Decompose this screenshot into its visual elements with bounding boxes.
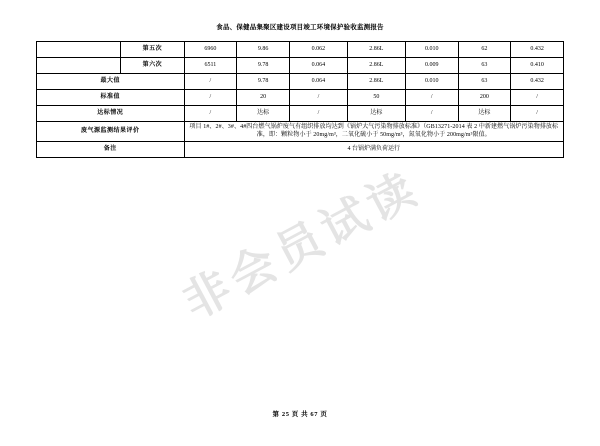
row-value: 0.010 [405, 74, 458, 90]
row-label: 标准值 [37, 90, 185, 106]
row-value: 0.064 [289, 74, 347, 90]
table-row [37, 106, 564, 122]
row-value: 200 [458, 90, 511, 106]
table-row [37, 42, 564, 58]
monitoring-results-table [36, 41, 564, 158]
row-value: / [405, 106, 458, 122]
row-label: 最大值 [37, 74, 185, 90]
row-value: 9.78 [237, 58, 290, 74]
row-value: 63 [458, 74, 511, 90]
row-value: 达标 [458, 106, 511, 122]
row-label: 第五次 [121, 42, 184, 58]
document-page [0, 22, 600, 446]
row-value: 0.410 [511, 58, 564, 74]
page-title: 食品、保健品集聚区建设项目竣工环境保护验收监测报告 [216, 24, 384, 31]
row-value: 50 [347, 90, 405, 106]
row-value: 6511 [184, 58, 237, 74]
row-value: / [511, 106, 564, 122]
row-value: 2.86L [347, 74, 405, 90]
remark-label: 备注 [37, 142, 185, 158]
row-value: 9.78 [237, 74, 290, 90]
row-value: 0.062 [289, 42, 347, 58]
table-row [37, 58, 564, 74]
row-value: 0.010 [405, 42, 458, 58]
row-spacer-cell [37, 42, 121, 58]
row-value: / [289, 90, 347, 106]
row-value: 2.86L [347, 42, 405, 58]
row-value: / [184, 90, 237, 106]
row-value: / [184, 74, 237, 90]
row-value: 2.86L [347, 58, 405, 74]
row-value: 0.064 [289, 58, 347, 74]
evaluation-label: 废气源监测结果评价 [37, 122, 185, 142]
row-value: 0.009 [405, 58, 458, 74]
row-value: 达标 [237, 106, 290, 122]
row-value: 达标 [347, 106, 405, 122]
page-footer: 第 25 页 共 67 页 [272, 411, 328, 418]
row-value: 0.432 [511, 74, 564, 90]
table-row-evaluation [37, 122, 564, 142]
row-value: / [184, 106, 237, 122]
row-spacer-cell [37, 58, 121, 74]
row-value: 9.86 [237, 42, 290, 58]
row-value: 20 [237, 90, 290, 106]
row-value: 0.432 [511, 42, 564, 58]
table-row [37, 74, 564, 90]
remark-text: 4 台锅炉满负荷运行 [184, 142, 563, 158]
row-label: 第六次 [121, 58, 184, 74]
row-value: / [405, 90, 458, 106]
row-value: 62 [458, 42, 511, 58]
row-value: 6960 [184, 42, 237, 58]
table-row [37, 90, 564, 106]
row-value: 63 [458, 58, 511, 74]
report-table-wrapper [36, 41, 564, 158]
table-row-remark [37, 142, 564, 158]
evaluation-text: 项目 1#、2#、3#、4#四台燃气锅炉废气有组织排放均达到《锅炉大气污染物排放标准》（GB13271-2014 表 2 中新建燃气锅炉污染物排放标准，即：颗粒物小于 20mg/m³，二氧化硫小于 50mg/m³，氮氧化物小于 200mg/m³限值。 [184, 122, 563, 142]
row-value: / [289, 106, 347, 122]
watermark: 非会员试读 [174, 161, 429, 330]
row-value: / [511, 90, 564, 106]
row-label: 达标情况 [37, 106, 185, 122]
